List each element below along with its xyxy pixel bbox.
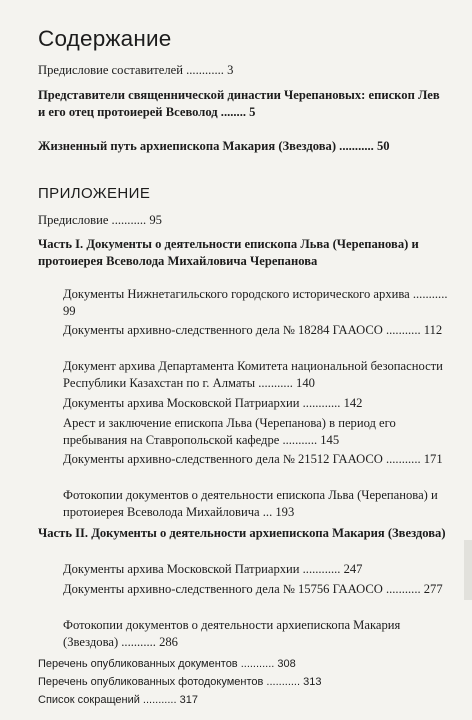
part2-title: Часть II. Документы о деятельности архиепископа Макария (Звездова): [38, 526, 446, 540]
appendix-heading: ПРИЛОЖЕНИЕ: [38, 185, 151, 202]
toc-entry-compilers-preface: Предисловие составителей ............ 3: [38, 63, 234, 77]
part1-title: Часть I. Документы о деятельности епископа Льва (Черепанова) и протоиерея Всеволода Михайловича Черепанова: [38, 237, 419, 268]
page-edge-shadow: [464, 540, 472, 600]
part1-item: Документы архива Московской Патриархии ............ 142: [63, 396, 363, 410]
part2-item: Фотокопии документов о деятельности архиепископа Макария (Звездова) ........... 286: [63, 618, 401, 649]
part2-item: Документы архива Московской Патриархии ............ 247: [63, 562, 363, 576]
page-title: Содержание: [38, 26, 172, 51]
list-abbreviations: Список сокращений ........... 317: [38, 694, 198, 706]
part1-item: Арест и заключение епископа Льва (Черепанова) в период его пребывания на Ставропольской кафедре ........... 145: [63, 416, 396, 447]
part1-item: Документы архивно-следственного дела № 21512 ГААОСО ........... 171: [63, 452, 443, 466]
list-published-photodocuments: Перечень опубликованных фотодокументов ........... 313: [38, 676, 322, 688]
toc-entry-appendix-preface: Предисловие ........... 95: [38, 213, 162, 227]
toc-entry-cherepanov-dynasty: Представители священнической династии Черепановых: епископ Лев и его отец протоиерей Всеволод ........ 5: [38, 88, 440, 119]
part1-item: Документы Нижнетагильского городского исторического архива ........... 99: [63, 287, 448, 318]
part1-item: Фотокопии документов о деятельности епископа Льва (Черепанова) и протоиерея Всеволода Михайловича ... 193: [63, 488, 438, 519]
part1-item: Документы архивно-следственного дела № 18284 ГААОСО ........... 112: [63, 323, 443, 337]
part2-item: Документы архивно-следственного дела № 15756 ГААОСО ........... 277: [63, 582, 443, 596]
toc-entry-makary-life: Жизненный путь архиепископа Макария (Звездова) ........... 50: [38, 139, 390, 153]
part1-item: Документ архива Департамента Комитета национальной безопасности Республики Казахстан по г. Алматы ........... 140: [63, 359, 443, 390]
list-published-documents: Перечень опубликованных документов ........... 308: [38, 658, 296, 670]
